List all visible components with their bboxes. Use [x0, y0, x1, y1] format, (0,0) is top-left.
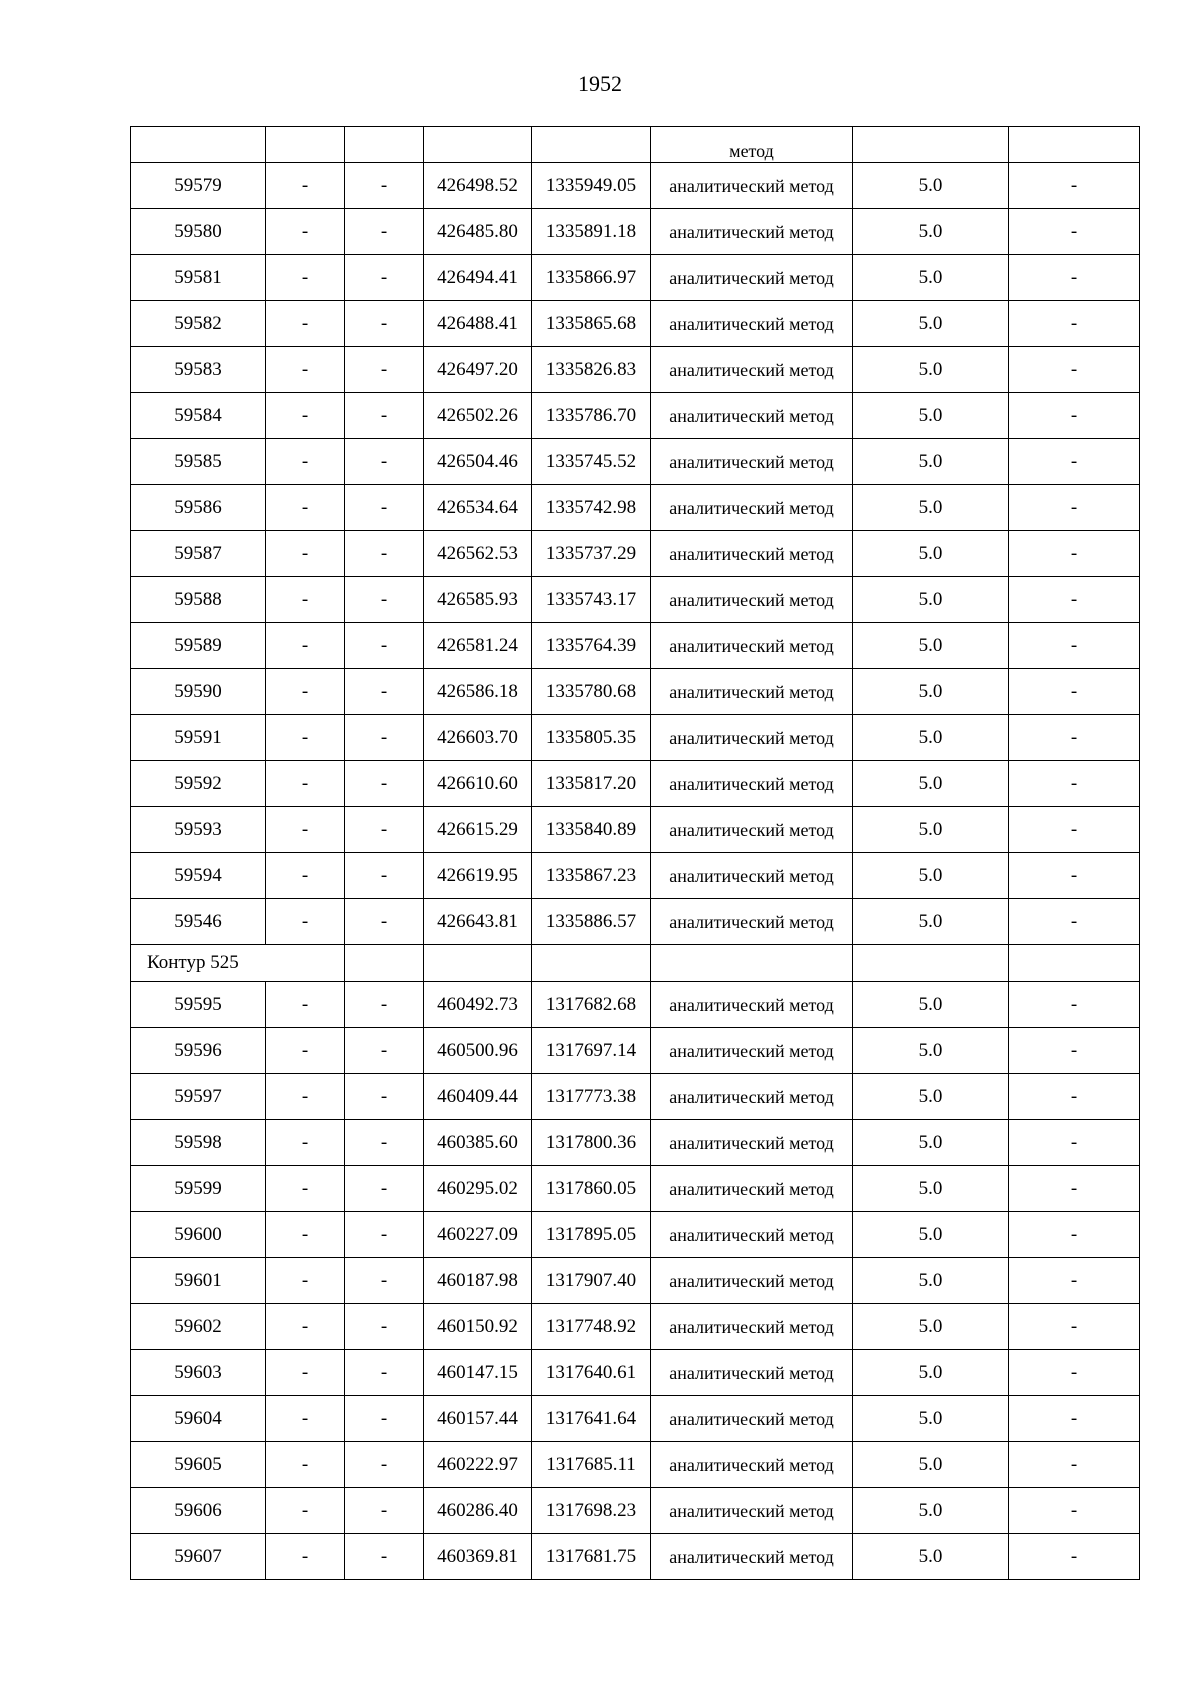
cell-col2: - [266, 1074, 345, 1120]
cell-x: 426498.52 [424, 163, 532, 209]
cell-col8: - [1009, 853, 1140, 899]
cell-id: 59602 [131, 1304, 266, 1350]
cell-id [131, 127, 266, 163]
cell-col2: - [266, 209, 345, 255]
cell-col8: - [1009, 163, 1140, 209]
cell-accuracy: 5.0 [853, 1028, 1009, 1074]
cell-x: 426504.46 [424, 439, 532, 485]
cell-col8: - [1009, 485, 1140, 531]
cell-method: аналитический метод [651, 807, 853, 853]
cell-accuracy: 5.0 [853, 1488, 1009, 1534]
cell-y: 1335805.35 [532, 715, 651, 761]
cell-accuracy: 5.0 [853, 761, 1009, 807]
table-row [131, 1212, 1140, 1258]
cell-col3: - [345, 301, 424, 347]
cell-col3: - [345, 1304, 424, 1350]
cell-id: 59606 [131, 1488, 266, 1534]
contour-label: Контур 525 [131, 945, 345, 982]
cell-method: аналитический метод [651, 439, 853, 485]
cell-x: 426643.81 [424, 899, 532, 945]
cell-col2: - [266, 393, 345, 439]
cell-method: аналитический метод [651, 1534, 853, 1580]
cell-x: 426488.41 [424, 301, 532, 347]
cell-col3 [345, 127, 424, 163]
cell-y: 1335886.57 [532, 899, 651, 945]
cell-method: аналитический метод [651, 485, 853, 531]
cell-accuracy: 5.0 [853, 209, 1009, 255]
cell-col8: - [1009, 1074, 1140, 1120]
cell-col2: - [266, 715, 345, 761]
cell-accuracy: 5.0 [853, 1074, 1009, 1120]
cell-method: аналитический метод [651, 255, 853, 301]
cell-y: 1317641.64 [532, 1396, 651, 1442]
cell-col3: - [345, 255, 424, 301]
table-row [131, 163, 1140, 209]
cell-x [424, 945, 532, 982]
cell-y: 1317640.61 [532, 1350, 651, 1396]
cell-method: аналитический метод [651, 163, 853, 209]
cell-id: 59546 [131, 899, 266, 945]
cell-id: 59588 [131, 577, 266, 623]
cell-method: аналитический метод [651, 715, 853, 761]
cell-x: 460157.44 [424, 1396, 532, 1442]
table-row [131, 439, 1140, 485]
cell-x: 426603.70 [424, 715, 532, 761]
cell-id: 59599 [131, 1166, 266, 1212]
cell-y: 1317800.36 [532, 1120, 651, 1166]
cell-col3: - [345, 807, 424, 853]
cell-col3: - [345, 715, 424, 761]
page-number: 1952 [578, 71, 622, 96]
cell-method: аналитический метод [651, 1258, 853, 1304]
cell-x [424, 127, 532, 163]
cell-x: 426615.29 [424, 807, 532, 853]
cell-col2: - [266, 163, 345, 209]
cell-col3: - [345, 1120, 424, 1166]
cell-y: 1335780.68 [532, 669, 651, 715]
cell-col3: - [345, 1488, 424, 1534]
cell-id: 59589 [131, 623, 266, 669]
table-row [131, 669, 1140, 715]
cell-method: аналитический метод [651, 1212, 853, 1258]
cell-col8: - [1009, 1212, 1140, 1258]
cell-col3: - [345, 623, 424, 669]
cell-id: 59603 [131, 1350, 266, 1396]
cell-x: 460187.98 [424, 1258, 532, 1304]
cell-col2: - [266, 1120, 345, 1166]
cell-col2: - [266, 255, 345, 301]
cell-accuracy: 5.0 [853, 1166, 1009, 1212]
table-row [131, 807, 1140, 853]
cell-accuracy: 5.0 [853, 982, 1009, 1028]
cell-col3: - [345, 1028, 424, 1074]
cell-col3: - [345, 761, 424, 807]
cell-x: 460492.73 [424, 982, 532, 1028]
cell-accuracy: 5.0 [853, 899, 1009, 945]
cell-col2: - [266, 531, 345, 577]
cell-y: 1317773.38 [532, 1074, 651, 1120]
cell-col8 [1009, 945, 1140, 982]
contour-row [131, 945, 1140, 982]
cell-col8: - [1009, 1350, 1140, 1396]
cell-col2: - [266, 1442, 345, 1488]
cell-col8: - [1009, 1258, 1140, 1304]
cell-method: аналитический метод [651, 301, 853, 347]
cell-x: 426562.53 [424, 531, 532, 577]
cell-col8: - [1009, 577, 1140, 623]
cell-x: 426586.18 [424, 669, 532, 715]
cell-col2: - [266, 439, 345, 485]
cell-y: 1317681.75 [532, 1534, 651, 1580]
cell-col2: - [266, 347, 345, 393]
cell-method: аналитический метод [651, 577, 853, 623]
cell-id: 59580 [131, 209, 266, 255]
cell-id: 59581 [131, 255, 266, 301]
cell-id: 59604 [131, 1396, 266, 1442]
cell-method: аналитический метод [651, 899, 853, 945]
cell-id: 59594 [131, 853, 266, 899]
cell-col3 [345, 945, 424, 982]
cell-accuracy: 5.0 [853, 807, 1009, 853]
cell-col2: - [266, 1028, 345, 1074]
cell-accuracy: 5.0 [853, 1350, 1009, 1396]
cell-col3: - [345, 1258, 424, 1304]
cell-id: 59587 [131, 531, 266, 577]
cell-col2: - [266, 1350, 345, 1396]
table-row [131, 1350, 1140, 1396]
cell-col2: - [266, 761, 345, 807]
cell-accuracy: 5.0 [853, 393, 1009, 439]
cell-col3: - [345, 1166, 424, 1212]
cell-id: 59583 [131, 347, 266, 393]
cell-x: 426619.95 [424, 853, 532, 899]
table-body [131, 127, 1140, 1580]
cell-id: 59590 [131, 669, 266, 715]
cell-x: 460385.60 [424, 1120, 532, 1166]
table-row [131, 715, 1140, 761]
cell-col3: - [345, 439, 424, 485]
cell-col2: - [266, 1166, 345, 1212]
cell-id: 59591 [131, 715, 266, 761]
cell-y: 1317748.92 [532, 1304, 651, 1350]
cell-y: 1317895.05 [532, 1212, 651, 1258]
cell-y: 1335743.17 [532, 577, 651, 623]
cell-id: 59592 [131, 761, 266, 807]
cell-method: аналитический метод [651, 1350, 853, 1396]
cell-accuracy: 5.0 [853, 853, 1009, 899]
cell-col8: - [1009, 761, 1140, 807]
cell-x: 460227.09 [424, 1212, 532, 1258]
cell-col3: - [345, 163, 424, 209]
cell-col3: - [345, 1534, 424, 1580]
cell-id: 59605 [131, 1442, 266, 1488]
cell-accuracy: 5.0 [853, 347, 1009, 393]
cell-col3: - [345, 899, 424, 945]
cell-col2: - [266, 853, 345, 899]
cell-accuracy: 5.0 [853, 1442, 1009, 1488]
cell-y: 1317860.05 [532, 1166, 651, 1212]
cell-method: аналитический метод [651, 1488, 853, 1534]
cell-col8: - [1009, 209, 1140, 255]
cell-accuracy: 5.0 [853, 715, 1009, 761]
cell-id: 59600 [131, 1212, 266, 1258]
cell-y [532, 945, 651, 982]
cell-id: 59597 [131, 1074, 266, 1120]
cell-col8: - [1009, 531, 1140, 577]
cell-x: 426534.64 [424, 485, 532, 531]
cell-y: 1335817.20 [532, 761, 651, 807]
cell-method: аналитический метод [651, 761, 853, 807]
cell-accuracy: 5.0 [853, 1534, 1009, 1580]
cell-y: 1317682.68 [532, 982, 651, 1028]
cell-col8: - [1009, 255, 1140, 301]
cell-x: 426485.80 [424, 209, 532, 255]
cell-col2: - [266, 669, 345, 715]
table-row [131, 393, 1140, 439]
cell-col2: - [266, 1212, 345, 1258]
cell-id: 59598 [131, 1120, 266, 1166]
cell-col2: - [266, 1396, 345, 1442]
table-row [131, 853, 1140, 899]
cell-col8: - [1009, 807, 1140, 853]
cell-x: 460222.97 [424, 1442, 532, 1488]
cell-col8: - [1009, 1166, 1140, 1212]
table-row [131, 347, 1140, 393]
cell-method: аналитический метод [651, 982, 853, 1028]
cell-id: 59585 [131, 439, 266, 485]
cell-col3: - [345, 531, 424, 577]
cell-col3: - [345, 982, 424, 1028]
cell-col3: - [345, 485, 424, 531]
cell-accuracy: 5.0 [853, 531, 1009, 577]
cell-x: 460409.44 [424, 1074, 532, 1120]
cell-accuracy: 5.0 [853, 301, 1009, 347]
cell-accuracy: 5.0 [853, 669, 1009, 715]
cell-method: аналитический метод [651, 1166, 853, 1212]
cell-accuracy: 5.0 [853, 255, 1009, 301]
cell-id: 59579 [131, 163, 266, 209]
cell-method: аналитический метод [651, 209, 853, 255]
table-row [131, 623, 1140, 669]
cell-col8: - [1009, 715, 1140, 761]
cell-method: аналитический метод [651, 393, 853, 439]
cell-method: аналитический метод [651, 853, 853, 899]
cell-col3: - [345, 393, 424, 439]
cell-y: 1317698.23 [532, 1488, 651, 1534]
cell-col2: - [266, 485, 345, 531]
cell-col2 [266, 127, 345, 163]
table-row [131, 255, 1140, 301]
cell-y: 1335840.89 [532, 807, 651, 853]
cell-id: 59582 [131, 301, 266, 347]
cell-col2: - [266, 807, 345, 853]
cell-col8: - [1009, 347, 1140, 393]
cell-x: 426585.93 [424, 577, 532, 623]
cell-col3: - [345, 669, 424, 715]
cell-method: аналитический метод [651, 669, 853, 715]
cell-id: 59595 [131, 982, 266, 1028]
cell-accuracy: 5.0 [853, 1120, 1009, 1166]
cell-col8: - [1009, 1442, 1140, 1488]
cell-col3: - [345, 1442, 424, 1488]
cell-col8: - [1009, 623, 1140, 669]
cell-y: 1335867.23 [532, 853, 651, 899]
cell-accuracy: 5.0 [853, 1396, 1009, 1442]
table-row [131, 1534, 1140, 1580]
cell-id: 59607 [131, 1534, 266, 1580]
cell-col3: - [345, 1212, 424, 1258]
cell-x: 426494.41 [424, 255, 532, 301]
cell-col3: - [345, 209, 424, 255]
table-row [131, 301, 1140, 347]
cell-accuracy: 5.0 [853, 1258, 1009, 1304]
cell-col2: - [266, 1258, 345, 1304]
cell-method: аналитический метод [651, 623, 853, 669]
cell-y: 1317907.40 [532, 1258, 651, 1304]
cell-y: 1317685.11 [532, 1442, 651, 1488]
cell-col8 [1009, 127, 1140, 163]
cell-col8: - [1009, 1028, 1140, 1074]
cell-method: аналитический метод [651, 531, 853, 577]
cell-col3: - [345, 853, 424, 899]
cell-accuracy: 5.0 [853, 623, 1009, 669]
table-row [131, 1166, 1140, 1212]
cell-col2: - [266, 899, 345, 945]
cell-x: 460286.40 [424, 1488, 532, 1534]
cell-accuracy [853, 127, 1009, 163]
table-row [131, 761, 1140, 807]
cell-method: аналитический метод [651, 347, 853, 393]
cell-col8: - [1009, 1488, 1140, 1534]
table-row [131, 1396, 1140, 1442]
table-row [131, 1028, 1140, 1074]
cell-col3: - [345, 1074, 424, 1120]
cell-col8: - [1009, 1534, 1140, 1580]
cell-col8: - [1009, 301, 1140, 347]
cell-y: 1335865.68 [532, 301, 651, 347]
cell-id: 59584 [131, 393, 266, 439]
cell-y: 1335866.97 [532, 255, 651, 301]
cell-x: 426502.26 [424, 393, 532, 439]
cell-accuracy: 5.0 [853, 163, 1009, 209]
cell-accuracy: 5.0 [853, 485, 1009, 531]
cell-x: 460150.92 [424, 1304, 532, 1350]
cell-x: 426610.60 [424, 761, 532, 807]
cell-id: 59593 [131, 807, 266, 853]
continuation-row [131, 127, 1140, 163]
cell-y: 1335949.05 [532, 163, 651, 209]
cell-method: аналитический метод [651, 1074, 853, 1120]
cell-accuracy: 5.0 [853, 439, 1009, 485]
cell-accuracy [853, 945, 1009, 982]
cell-accuracy: 5.0 [853, 1212, 1009, 1258]
cell-col8: - [1009, 899, 1140, 945]
cell-id: 59601 [131, 1258, 266, 1304]
table-row [131, 1304, 1140, 1350]
table-row [131, 1258, 1140, 1304]
cell-col2: - [266, 577, 345, 623]
cell-col2: - [266, 623, 345, 669]
cell-accuracy: 5.0 [853, 577, 1009, 623]
cell-col8: - [1009, 982, 1140, 1028]
cell-y: 1335826.83 [532, 347, 651, 393]
table-row [131, 1120, 1140, 1166]
cell-method [651, 945, 853, 982]
cell-col2: - [266, 1488, 345, 1534]
cell-y [532, 127, 651, 163]
cell-y: 1317697.14 [532, 1028, 651, 1074]
cell-method: метод [651, 127, 853, 163]
cell-y: 1335737.29 [532, 531, 651, 577]
cell-x: 460369.81 [424, 1534, 532, 1580]
cell-x: 426497.20 [424, 347, 532, 393]
cell-y: 1335764.39 [532, 623, 651, 669]
cell-col3: - [345, 1396, 424, 1442]
coordinates-table [130, 126, 1140, 1580]
table-row [131, 531, 1140, 577]
table-row [131, 577, 1140, 623]
cell-x: 460500.96 [424, 1028, 532, 1074]
cell-col2: - [266, 1304, 345, 1350]
cell-y: 1335891.18 [532, 209, 651, 255]
cell-id: 59596 [131, 1028, 266, 1074]
table-row [131, 982, 1140, 1028]
table-row [131, 899, 1140, 945]
cell-col2: - [266, 982, 345, 1028]
table-row [131, 1074, 1140, 1120]
cell-method: аналитический метод [651, 1304, 853, 1350]
table-row [131, 209, 1140, 255]
cell-col8: - [1009, 1396, 1140, 1442]
cell-method: аналитический метод [651, 1028, 853, 1074]
cell-x: 460147.15 [424, 1350, 532, 1396]
cell-col3: - [345, 347, 424, 393]
cell-y: 1335745.52 [532, 439, 651, 485]
table-row [131, 1488, 1140, 1534]
cell-accuracy: 5.0 [853, 1304, 1009, 1350]
table-row [131, 1442, 1140, 1488]
cell-col8: - [1009, 439, 1140, 485]
cell-method: аналитический метод [651, 1442, 853, 1488]
cell-y: 1335742.98 [532, 485, 651, 531]
cell-col8: - [1009, 1304, 1140, 1350]
cell-col3: - [345, 1350, 424, 1396]
cell-id: 59586 [131, 485, 266, 531]
cell-col3: - [345, 577, 424, 623]
cell-col2: - [266, 301, 345, 347]
table-row [131, 485, 1140, 531]
cell-method: аналитический метод [651, 1396, 853, 1442]
cell-col8: - [1009, 669, 1140, 715]
cell-x: 426581.24 [424, 623, 532, 669]
cell-method: аналитический метод [651, 1120, 853, 1166]
cell-col2: - [266, 1534, 345, 1580]
cell-col8: - [1009, 1120, 1140, 1166]
cell-y: 1335786.70 [532, 393, 651, 439]
cell-x: 460295.02 [424, 1166, 532, 1212]
cell-col8: - [1009, 393, 1140, 439]
